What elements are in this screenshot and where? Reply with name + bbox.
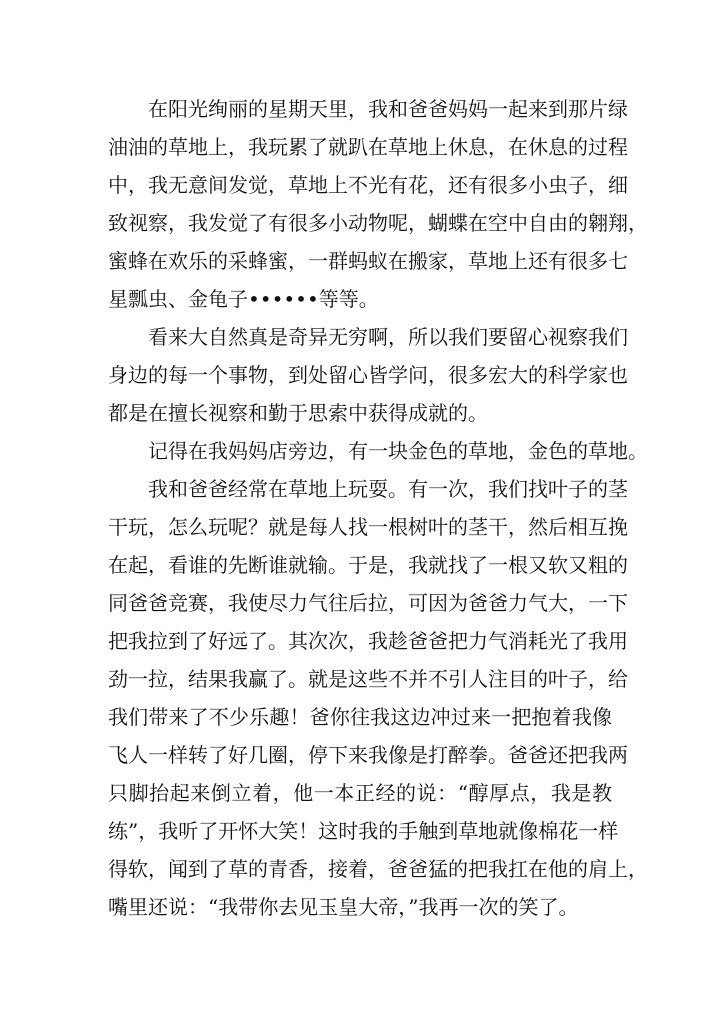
text-line: 同爸爸竞赛，我使尽力气往后拉，可因为爸爸力气大，一下 — [108, 591, 628, 615]
text-line: 嘴里还说：“我带你去见玉皇大帝，”我再一次的笑了。 — [108, 895, 579, 919]
text-line: 得软，闻到了草的青香，接着，爸爸猛的把我扛在他的肩上， — [108, 857, 648, 881]
text-line: 身边的每一个事物，到处留心皆学问，很多宏大的科学家也 — [108, 363, 628, 387]
text-line: 我和爸爸经常在草地上玩耍。有一次，我们找叶子的茎 — [148, 477, 628, 501]
text-line: 干玩，怎么玩呢？就是每人找一根树叶的茎干，然后相互挽 — [108, 515, 628, 539]
text-line: 致视察，我发觉了有很多小动物呢，蝴蝶在空中自由的翱翔， — [108, 211, 648, 235]
text-line: 只脚抬起来倒立着，他一本正经的说：“醇厚点，我是教 — [108, 781, 612, 805]
text-line: 记得在我妈妈店旁边，有一块金色的草地，金色的草地。 — [148, 439, 648, 463]
text-line: 把我拉到了好远了。其次次，我趁爸爸把力气消耗光了我用 — [108, 629, 628, 653]
text-line: 蜜蜂在欢乐的采蜂蜜，一群蚂蚁在搬家，草地上还有很多七 — [108, 249, 628, 273]
paragraph-3 — [108, 432, 648, 470]
text-line: 在阳光绚丽的星期天里，我和爸爸妈妈一起来到那片绿 — [148, 97, 628, 121]
paragraph-4 — [108, 470, 648, 926]
text-line: 都是在擅长视察和勤于思索中获得成就的。 — [108, 401, 488, 425]
text-line: 中，我无意间发觉，草地上不光有花，还有很多小虫子，细 — [108, 173, 628, 197]
text-line: 练”，我听了开怀大笑！这时我的手触到草地就像棉花一样 — [108, 819, 619, 843]
text-line: 在起，看谁的先断谁就输。于是，我就找了一根又软又粗的 — [108, 553, 628, 577]
text-line: 油油的草地上，我玩累了就趴在草地上休息，在休息的过程 — [108, 135, 628, 159]
text-line: 星瓢虫、金龟子••••••等等。 — [108, 287, 379, 311]
text-line: 飞人一样转了好几圈，停下来我像是打醉拳。爸爸还把我两 — [108, 743, 628, 767]
text-line: 劲一拉，结果我赢了。就是这些不并不引人注目的叶子，给 — [108, 667, 628, 691]
text-line: 我们带来了不少乐趣！爸你往我这边冲过来一把抱着我像 — [108, 705, 612, 729]
text-line: 看来大自然真是奇异无穷啊，所以我们要留心视察我们 — [148, 325, 628, 349]
paragraph-1 — [108, 90, 648, 318]
paragraph-2 — [108, 318, 628, 432]
document-body — [108, 90, 648, 926]
